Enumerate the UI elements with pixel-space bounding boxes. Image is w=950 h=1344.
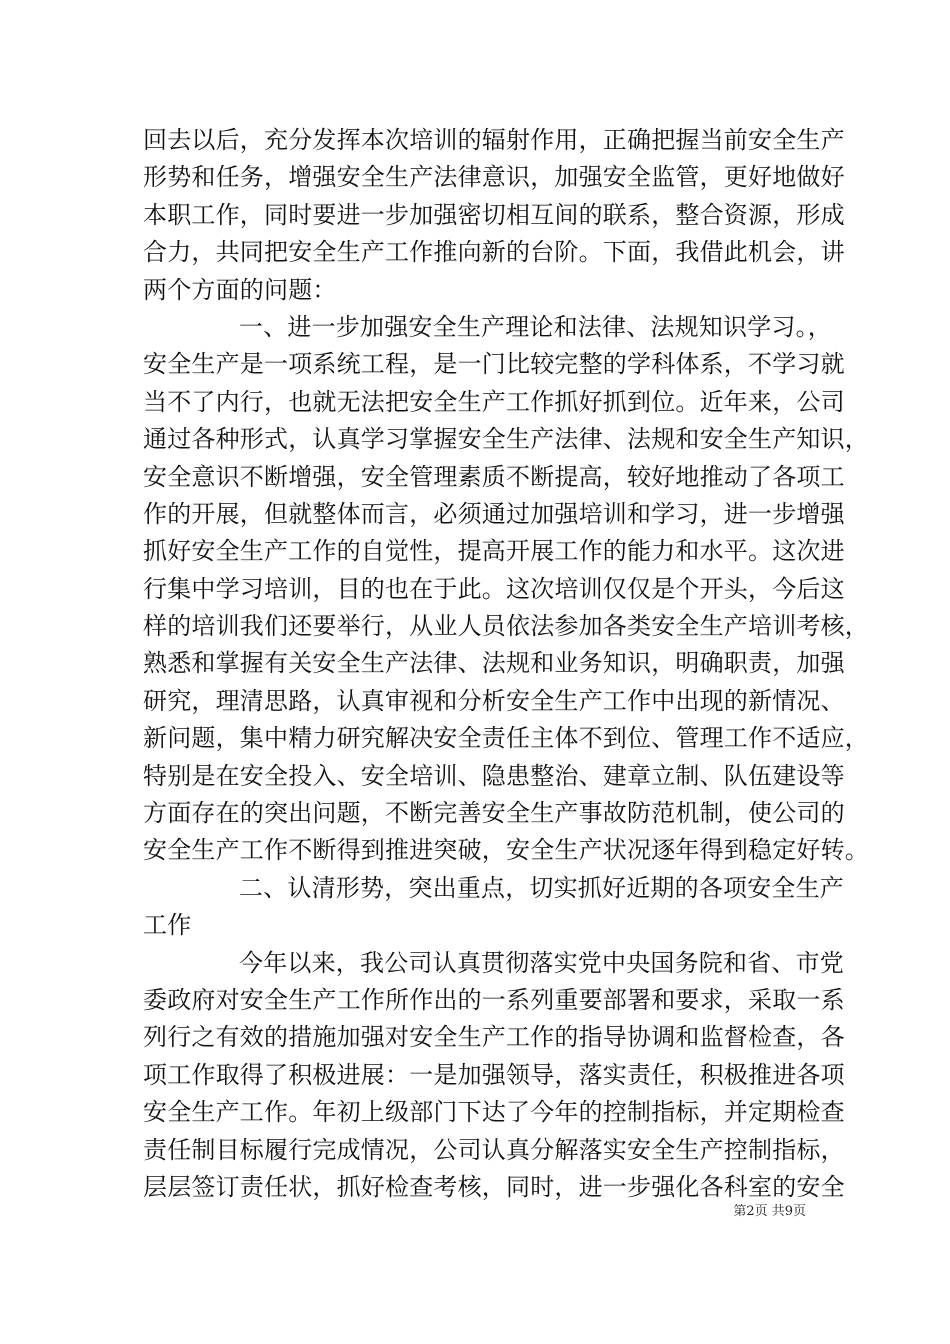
text-line: 工作 [143, 911, 192, 940]
text-line: 研究，理清思路，认真审视和分析安全生产工作中出现的新情况、 [143, 686, 845, 715]
page-number-footer: 第2页 共9页 [733, 1204, 806, 1219]
text-line: 安全生产工作不断得到推进突破，安全生产状况逐年得到稳定好转。 [143, 836, 869, 865]
section-heading-1: 一、进一步加强安全生产理论和法律、法规知识学习。， [239, 312, 832, 341]
text-line: 特别是在安全投入、安全培训、隐患整治、建章立制、队伍建设等 [143, 761, 845, 790]
text-line: 安全生产是一项系统工程，是一门比较完整的学科体系，不学习就 [143, 350, 845, 379]
paragraph-start: 今年以来，我公司认真贯彻落实党中央国务院和省、市党 [239, 948, 844, 977]
text-line: 合力，共同把安全生产工作推向新的台阶。下面，我借此机会，讲 [143, 238, 845, 267]
text-line: 新问题，集中精力研究解决安全责任主体不到位、管理工作不适应， [143, 724, 869, 753]
text-line: 委政府对安全生产工作所作出的一系列重要部署和要求，采取一系 [143, 985, 845, 1014]
document-body [143, 122, 869, 1206]
text-line: 作的开展，但就整体而言，必须通过加强培训和学习，进一步增强 [143, 499, 845, 528]
text-line: 当不了内行，也就无法把安全生产工作抓好抓到位。近年来，公司 [143, 387, 845, 416]
text-line: 熟悉和掌握有关安全生产法律、法规和业务知识，明确职责，加强 [143, 649, 845, 678]
text-line: 形势和任务，增强安全生产法律意识，加强安全监管，更好地做好 [143, 163, 845, 192]
text-line: 安全意识不断增强，安全管理素质不断提高，较好地推动了各项工 [143, 462, 845, 491]
text-line: 安全生产工作。年初上级部门下达了今年的控制指标，并定期检查 [143, 1098, 845, 1127]
text-line: 两个方面的问题： [143, 275, 337, 304]
text-line: 责任制目标履行完成情况，公司认真分解落实安全生产控制指标， [143, 1135, 845, 1164]
text-line: 本职工作，同时要进一步加强密切相互间的联系，整合资源，形成 [143, 200, 845, 229]
text-line: 方面存在的突出问题，不断完善安全生产事故防范机制，使公司的 [143, 799, 845, 828]
text-line: 回去以后，充分发挥本次培训的辐射作用，正确把握当前安全生产 [143, 126, 845, 154]
section-heading-2: 二、认清形势，突出重点，切实抓好近期的各项安全生产 [239, 873, 844, 902]
text-line: 层层签订责任状，抓好检查考核，同时，进一步强化各科室的安全 [143, 1172, 845, 1201]
text-line: 行集中学习培训，目的也在于此。这次培训仅仅是个开头，今后这 [143, 574, 845, 603]
text-line: 列行之有效的措施加强对安全生产工作的指导协调和监督检查，各 [143, 1023, 845, 1052]
text-line: 样的培训我们还要举行，从业人员依法参加各类安全生产培训考核， [143, 612, 869, 641]
text-line: 抓好安全生产工作的自觉性，提高开展工作的能力和水平。这次进 [143, 537, 845, 566]
text-line: 项工作取得了积极进展：一是加强领导，落实责任，积极推进各项 [143, 1060, 845, 1089]
text-line: 通过各种形式，认真学习掌握安全生产法律、法规和安全生产知识， [143, 425, 869, 454]
